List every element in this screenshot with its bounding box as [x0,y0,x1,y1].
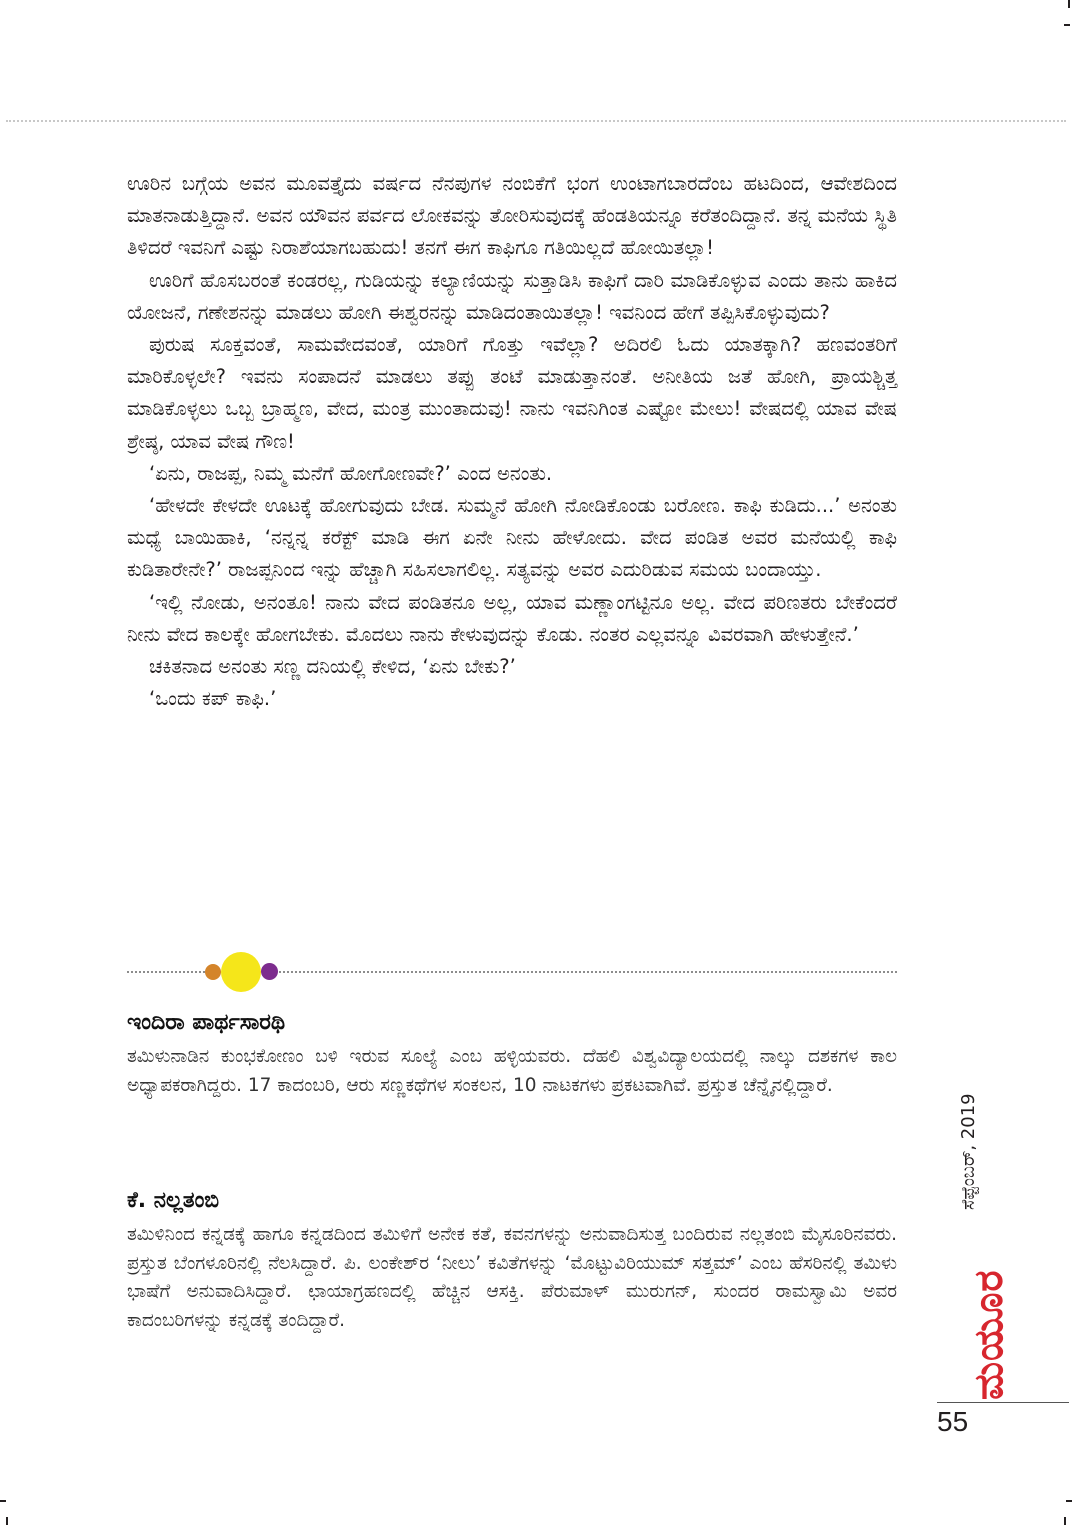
crop-mark [1064,1517,1066,1525]
crop-mark [1066,1500,1072,1502]
translator-name: ಕೆ. ನಲ್ಲತಂಬಿ [127,1188,220,1213]
story-paragraph: ಊರಿನ ಬಗ್ಗೆಯ ಅವನ ಮೂವತ್ತೈದು ವರ್ಷದ ನೆನಪುಗಳ ನಂಬಿಕೆಗೆ ಭಂಗ ಉಂಟಾಗಬಾರದೆಂಬ ಹಟದಿಂದ, ಆವೇಶದಿಂದ ಮಾತನಾಡುತ್ತಿದ್ದಾನೆ. ಅವನ ಯೌವನ ಪರ್ವದ ಲೋಕವನ್ನು ತೋರಿಸುವುದಕ್ಕೆ ಹೆಂಡತಿಯನ್ನೂ ಕರೆತಂದಿದ್ದಾನೆ. ತನ್ನ ಮನೆಯ ಸ್ಥಿತಿ ತಿಳಿದರೆ ಇವನಿಗೆ ಎಷ್ಟು ನಿರಾಶೆಯಾಗಬಹುದು! ತನಗೆ ಈಗ ಕಾಫಿಗೂ ಗತಿಯಿಲ್ಲದೆ ಹೋಯಿತಲ್ಲಾ! [127,172,897,260]
author-name: ಇಂದಿರಾ ಪಾರ್ಥಸಾರಥಿ [127,1010,286,1035]
story-paragraph: ಪುರುಷ ಸೂಕ್ತವಂತೆ, ಸಾಮವೇದವಂತೆ, ಯಾರಿಗೆ ಗೊತ್ತು ಇವೆಲ್ಲಾ? ಅದಿರಲಿ ಓದು ಯಾತಕ್ಕಾಗಿ? ಹಣವಂತರಿಗೆ ಮಾರಿಕೊಳ್ಳಲೇ? ಇವನು ಸಂಪಾದನೆ ಮಾಡಲು ತಪ್ಪು ತಂಟೆ ಮಾಡುತ್ತಾನಂತೆ. ಅನೀತಿಯ ಜತೆ ಹೋಗಿ, ಪ್ರಾಯಶ್ಚಿತ್ತ ಮಾಡಿಕೊಳ್ಳಲು ಒಬ್ಬ ಬ್ರಾಹ್ಮಣ, ವೇದ, ಮಂತ್ರ ಮುಂತಾದುವು! ನಾನು ಇವನಿಗಿಂತ ಎಷ್ಟೋ ಮೇಲು! ವೇಷದಲ್ಲಿ ಯಾವ ವೇಷ ಶ್ರೇಷ್ಠ, ಯಾವ ವೇಷ ಗೌಣ! [127,333,897,453]
page-number: 55 [937,1406,969,1437]
translator-bio [127,1188,897,1335]
crop-mark [1064,24,1070,26]
story-paragraph: ಊರಿಗೆ ಹೊಸಬರಂತೆ ಕಂಡರಲ್ಲ, ಗುಡಿಯನ್ನು ಕಲ್ಯಾಣಿಯನ್ನು ಸುತ್ತಾಡಿಸಿ ಕಾಫಿಗೆ ದಾರಿ ಮಾಡಿಕೊಳ್ಳುವ ಎಂದು ತಾನು ಹಾಕಿದ ಯೋಜನೆ, ಗಣೇಶನನ್ನು ಮಾಡಲು ಹೋಗಿ ಈಶ್ವರನನ್ನು ಮಾಡಿದಂತಾಯಿತಲ್ಲಾ! ಇವನಿಂದ ಹೇಗೆ ತಪ್ಪಿಸಿಕೊಳ್ಳುವುದು? [127,268,897,324]
translator-description: ತಮಿಳಿನಿಂದ ಕನ್ನಡಕ್ಕೆ ಹಾಗೂ ಕನ್ನಡದಿಂದ ತಮಿಳಿಗೆ ಅನೇಕ ಕತೆ, ಕವನಗಳನ್ನು ಅನುವಾದಿಸುತ್ತ ಬಂದಿರುವ ನಲ್ಲತಂಬಿ ಮೈಸೂರಿನವರು. ಪ್ರಸ್ತುತ ಬೆಂಗಳೂರಿನಲ್ಲಿ ನೆಲಸಿದ್ದಾರೆ. ಪಿ. ಲಂಕೇಶ್‌ರ ‘ನೀಲು’ ಕವಿತೆಗಳನ್ನು ‘ಮೊಟ್ಟುವಿರಿಯುಮ್ ಸತ್ತಮ್’ ಎಂಬ ಹೆಸರಿನಲ್ಲಿ ತಮಿಳು ಭಾಷೆಗೆ ಅನುವಾದಿಸಿದ್ದಾರೆ. ಛಾಯಾಗ್ರಹಣದಲ್ಲಿ ಹೆಚ್ಚಿನ ಆಸಕ್ತಿ. ಪೆರುಮಾಳ್ ಮುರುಗನ್, ಸುಂದರ ರಾಮಸ್ವಾಮಿ ಅವರ ಕಾದಂಬರಿಗಳನ್ನು ಕನ್ನಡಕ್ಕೆ ತಂದಿದ್ದಾರೆ. [127,1224,897,1331]
author-bio [127,1010,897,1100]
orange-dot-icon [205,964,221,980]
issue-date: ಸೆಪ್ಟೆಂಬರ್, 2019 [958,1093,979,1210]
story-paragraph: ‘ಒಂದು ಕಪ್ ಕಾಫಿ.’ [149,687,277,711]
purple-dot-icon [261,963,278,980]
yellow-circle-icon [221,952,261,992]
crop-mark [0,1500,6,1502]
crop-mark [6,1517,8,1525]
story-paragraph: ‘ಏನು, ರಾಜಪ್ಪ, ನಿಮ್ಮ ಮನೆಗೆ ಹೋಗೋಣವೇ?’ ಎಂದ ಅನಂತು. [149,461,553,485]
story-paragraph: ‘ಹೇಳದೇ ಕೇಳದೇ ಊಟಕ್ಕೆ ಹೋಗುವುದು ಬೇಡ. ಸುಮ್ಮನೆ ಹೋಗಿ ನೋಡಿಕೊಂಡು ಬರೋಣ. ಕಾಫಿ ಕುಡಿದು...’ ಅನಂತು ಮಧ್ಯೆ ಬಾಯಿಹಾಕಿ, ‘ನನ್ನನ್ನ ಕರೆಕ್ಟ್ ಮಾಡಿ ಈಗ ಏನೇ ನೀನು ಹೇಳೋದು. ವೇದ ಪಂಡಿತ ಅವರ ಮನೆಯಲ್ಲಿ ಕಾಫಿ ಕುಡಿತಾರೇನೇ?’ ರಾಜಪ್ಪನಿಂದ ಇನ್ನು ಹೆಚ್ಚಾಗಿ ಸಹಿಸಲಾಗಲಿಲ್ಲ. ಸತ್ಯವನ್ನು ಅವರ ಎದುರಿಡುವ ಸಮಯ ಬಂದಾಯ್ತು. [127,494,897,582]
magazine-logo: ಮಯೂರ [966,1269,1012,1400]
section-divider-ornament [127,952,897,992]
author-description: ತಮಿಳುನಾಡಿನ ಕುಂಭಕೋಣಂ ಬಳಿ ಇರುವ ಸೂಲ್ಯೆ ಎಂಬ ಹಳ್ಳಿಯವರು. ದೆಹಲಿ ವಿಶ್ವವಿದ್ಯಾಲಯದಲ್ಲಿ ನಾಲ್ಕು ದಶಕಗಳ ಕಾಲ ಅಧ್ಯಾಪಕರಾಗಿದ್ದರು. 17 ಕಾದಂಬರಿ, ಆರು ಸಣ್ಣಕಥೆಗಳ ಸಂಕಲನ, 10 ನಾಟಕಗಳು ಪ್ರಕಟವಾಗಿವೆ. ಪ್ರಸ್ತುತ ಚೆನ್ನೈನಲ್ಲಿದ್ದಾರೆ. [127,1046,897,1096]
story-text [127,168,897,715]
story-paragraph: ‘ಇಲ್ಲಿ ನೋಡು, ಅನಂತೂ! ನಾನು ವೇದ ಪಂಡಿತನೂ ಅಲ್ಲ, ಯಾವ ಮಣ್ಣಾಂಗಟ್ಟಿನೂ ಅಲ್ಲ. ವೇದ ಪರಿಣತರು ಬೇಕೆಂದರೆ ನೀನು ವೇದ ಕಾಲಕ್ಕೇ ಹೋಗಬೇಕು. ಮೊದಲು ನಾನು ಕೇಳುವುದನ್ನು ಕೊಡು. ನಂತರ ಎಲ್ಲವನ್ನೂ ವಿವರವಾಗಿ ಹೇಳುತ್ತೇನೆ.’ [127,590,897,646]
story-paragraph: ಚಕಿತನಾದ ಅನಂತು ಸಣ್ಣ ದನಿಯಲ್ಲಿ ಕೇಳಿದ, ‘ಏನು ಬೇಕು?’ [149,655,516,679]
footer-rule [937,1402,1069,1403]
crop-mark [1068,0,1070,8]
top-dotted-rule [6,120,1066,122]
